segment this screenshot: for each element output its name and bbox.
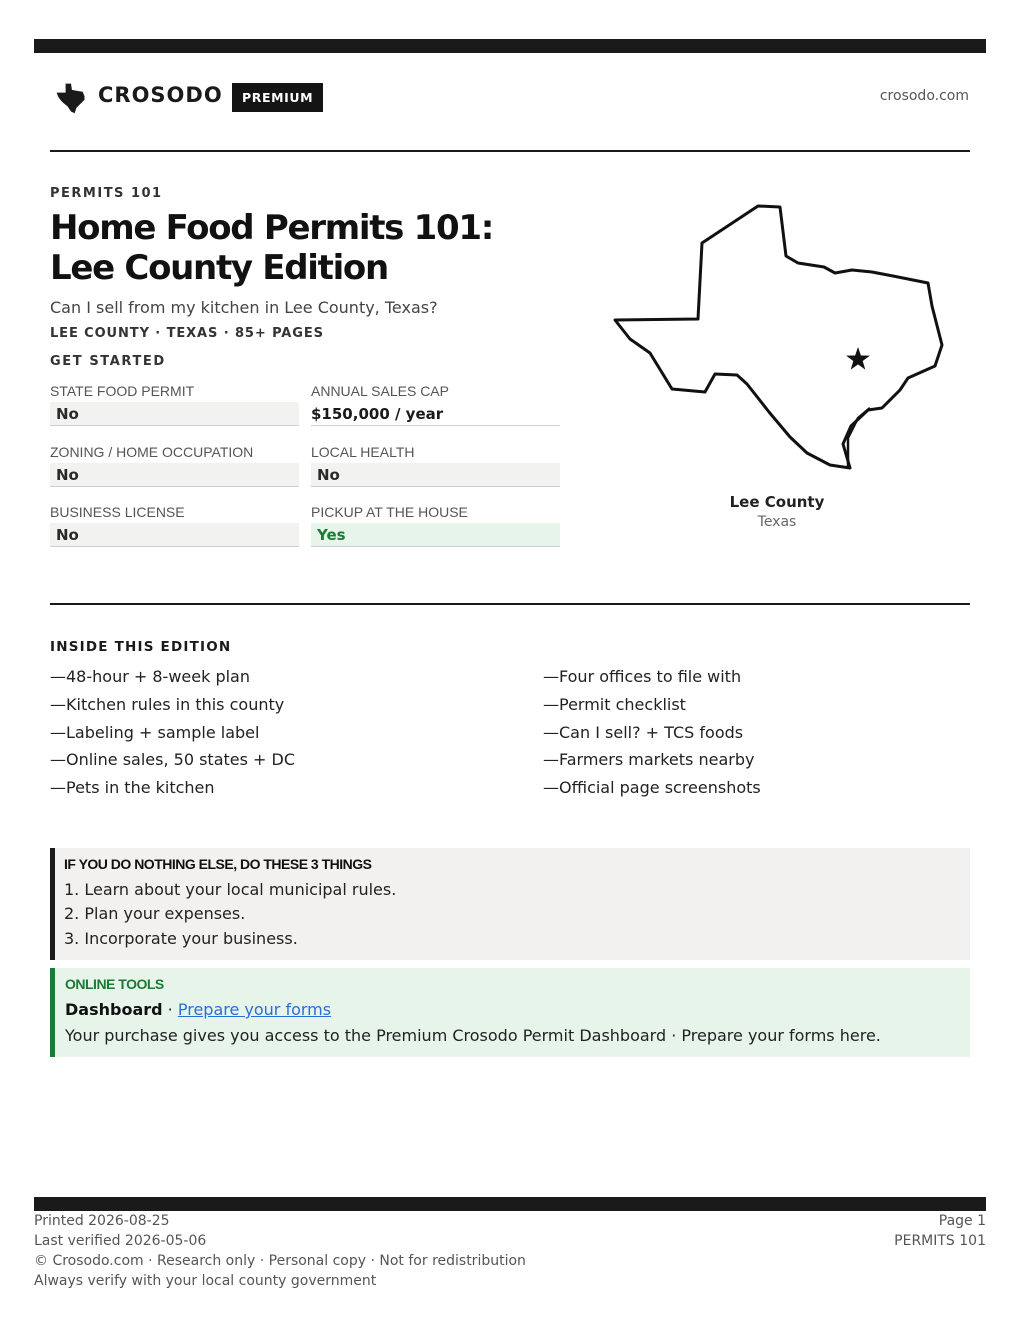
page-subtitle: Can I sell from my kitchen in Lee County, Texas? [50, 298, 438, 317]
inside-item: —Farmers markets nearby [543, 750, 755, 769]
inside-item: —Kitchen rules in this county [50, 695, 285, 714]
field-value: No [50, 402, 299, 426]
tools-title: ONLINE TOOLS [65, 976, 164, 992]
callout-item: 1. Learn about your local municipal rules. [64, 880, 397, 899]
tools-description: Your purchase gives you access to the Premium Crosodo Permit Dashboard · Prepare your forms here. [65, 1026, 881, 1045]
page-title: Home Food Permits 101: Lee County Edition [50, 208, 494, 288]
field-label: PICKUP AT THE HOUSE [311, 504, 468, 520]
edition-meta: LEE COUNTY · TEXAS · 85+ PAGES [50, 326, 324, 341]
bottom-bar [34, 1197, 986, 1211]
get-started-heading: GET STARTED [50, 354, 166, 369]
field-label: ANNUAL SALES CAP [311, 383, 449, 399]
field-label: LOCAL HEALTH [311, 444, 415, 460]
field-state-food-permit [50, 382, 299, 426]
map-county-label: Lee County [729, 493, 825, 511]
inside-item: —48-hour + 8-week plan [50, 667, 250, 686]
top-bar [34, 39, 986, 53]
section-kicker: PERMITS 101 [50, 186, 163, 201]
field-value: Yes [311, 523, 560, 547]
premium-badge: PREMIUM [232, 83, 323, 112]
verify-note: Always verify with your local county government [34, 1273, 377, 1289]
field-value: No [50, 523, 299, 547]
callout-item: 2. Plan your expenses. [64, 904, 246, 923]
brand-name[interactable]: CROSODO [98, 83, 223, 107]
field-pickup-at-house [311, 503, 560, 547]
tools-links [65, 1000, 331, 1019]
map-state-label: Texas [757, 514, 797, 530]
field-value: $150,000 / year [311, 402, 560, 426]
field-zoning [50, 443, 299, 487]
inside-item: —Pets in the kitchen [50, 778, 215, 797]
site-url[interactable]: crosodo.com [879, 88, 969, 104]
printed-date: Printed 2026-08-25 [34, 1213, 170, 1229]
field-value: No [311, 463, 560, 487]
header [50, 78, 970, 118]
separator: · [162, 1000, 178, 1019]
field-label: BUSINESS LICENSE [50, 504, 185, 520]
inside-item: —Official page screenshots [543, 778, 761, 797]
field-label: STATE FOOD PERMIT [50, 383, 195, 399]
star-icon [846, 347, 870, 370]
inside-item: —Four offices to file with [543, 667, 742, 686]
texas-map [610, 200, 945, 480]
texas-outline [615, 206, 942, 468]
verified-date: Last verified 2026-05-06 [34, 1233, 207, 1249]
dashboard-label: Dashboard [65, 1000, 163, 1019]
inside-item: —Online sales, 50 states + DC [50, 750, 296, 769]
copyright-notice: © Crosodo.com · Research only · Personal copy · Not for redistribution [34, 1253, 526, 1269]
inside-item: —Permit checklist [543, 695, 686, 714]
page-number: Page 1 [938, 1213, 986, 1229]
prepare-forms-link[interactable]: Prepare your forms [177, 1000, 332, 1019]
field-local-health [311, 443, 560, 487]
texas-shape-icon [53, 80, 89, 116]
field-label: ZONING / HOME OCCUPATION [50, 444, 254, 460]
field-business-license [50, 503, 299, 547]
inside-heading: INSIDE THIS EDITION [50, 639, 232, 655]
footer-section: PERMITS 101 [894, 1233, 986, 1249]
inside-item: —Can I sell? + TCS foods [543, 723, 744, 742]
field-annual-sales-cap [311, 382, 560, 426]
callout-title: IF YOU DO NOTHING ELSE, DO THESE 3 THINGS [64, 856, 372, 872]
field-value: No [50, 463, 299, 487]
divider [50, 603, 970, 605]
divider [50, 150, 970, 152]
inside-item: —Labeling + sample label [50, 723, 260, 742]
callout-item: 3. Incorporate your business. [64, 929, 298, 948]
coastline [848, 408, 870, 468]
online-tools-panel [50, 968, 970, 1057]
priority-callout [50, 848, 970, 960]
